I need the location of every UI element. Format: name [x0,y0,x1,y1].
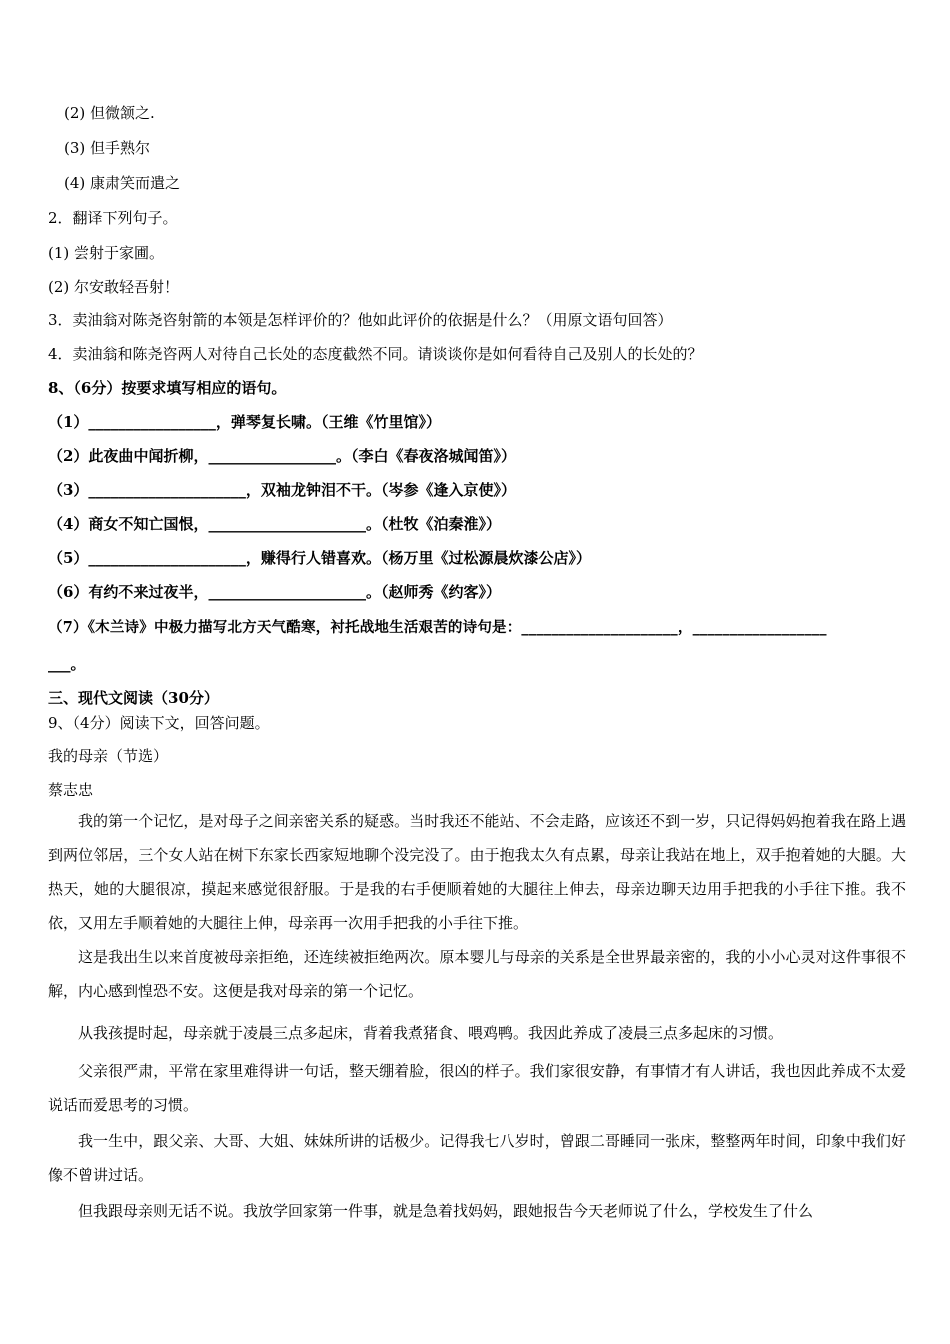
q7-sub4: 4．卖油翁和陈尧咨两人对待自己长处的态度截然不同。请谈谈你是如何看待自己及别人的长处的？ [48,345,703,363]
q7-sub2-heading: 2．翻译下列句子。 [48,209,178,227]
q8-heading: 8、（6分）按要求填写相应的语句。 [48,379,287,397]
q7-item-4: (4) 康肃笑而遣之 [64,174,181,192]
q8-line-1: （1）_________________，弹琴复长啸。（王维《竹里馆》） [48,413,441,431]
q7-item-3: (3) 但手熟尔 [64,139,151,157]
q8-line-2: （2）此夜曲中闻折柳，_________________。（李白《春夜洛城闻笛》） [48,447,516,465]
article-paragraph-4: 父亲很严肃，平常在家里难得讲一句话，整天绷着脸，很凶的样子。我们家很安静，有事情才有人讲话，我也因此养成不太爱说话而爱思考的习惯。 [48,1062,906,1114]
article-paragraph-3: 从我孩提时起，母亲就于凌晨三点多起床，背着我煮猪食、喂鸡鸭。我因此养成了凌晨三点多起床的习惯。 [78,1024,784,1042]
q7-sub2-sentence-2: (2) 尔安敢轻吾射！ [48,278,180,296]
article-title: 我的母亲（节选） [48,747,169,765]
q8-line-3: （3）_____________________，双袖龙钟泪不干。（岑参《逢入京使》） [48,481,516,499]
q8-line-4: （4）商女不知亡国恨，_____________________。（杜牧《泊秦淮》） [48,515,501,533]
article-paragraph-1: 我的第一个记忆，是对母子之间亲密关系的疑惑。当时我还不能站、不会走路，应该还不到一岁，只记得妈妈抱着我在路上遇到两位邻居，三个女人站在树下东家长西家短地聊个没完没了。由于抱我太久有点累，母亲让我站在地上，双手抱着她的大腿。大热天，她的大腿很凉，摸起来感觉很舒服。于是我的右手便顺着她的大腿往上伸去，母亲边聊天边用手把我的小手往下推。我不依，又用左手顺着她的大腿往上伸，母亲再一次用手把我的小手往下推。 [48,812,906,932]
section-3-heading: 三、现代文阅读（30分） [48,689,219,707]
q8-line-5: （5）_____________________，赚得行人错喜欢。（杨万里《过松源晨炊漆公店》） [48,549,591,567]
q8-line-7a: （7）《木兰诗》中极力描写北方天气酷寒，衬托战地生活艰苦的诗句是：_____________________，__________________ [48,619,827,636]
q8-line-7b: ___。 [48,655,86,673]
q8-line-6: （6）有约不来过夜半，_____________________。（赵师秀《约客》） [48,583,501,601]
q7-sub3: 3．卖油翁对陈尧咨射箭的本领是怎样评价的？他如此评价的依据是什么？（用原文语句回答） [48,311,673,329]
article-author: 蔡志忠 [48,781,94,799]
q9-heading: 9、（4分）阅读下文，回答问题。 [48,714,270,732]
article-paragraph-5: 我一生中，跟父亲、大哥、大姐、妹妹所讲的话极少。记得我七八岁时，曾跟二哥睡同一张床，整整两年时间，印象中我们好像不曾讲过话。 [48,1132,906,1184]
q7-sub2-sentence-1: (1) 尝射于家圃。 [48,244,165,262]
article-paragraph-2: 这是我出生以来首度被母亲拒绝，还连续被拒绝两次。原本婴儿与母亲的关系是全世界最亲密的，我的小小心灵对这件事很不解，内心感到惶恐不安。这便是我对母亲的第一个记忆。 [48,948,906,1000]
article-paragraph-6: 但我跟母亲则无话不说。我放学回家第一件事，就是急着找妈妈，跟她报告今天老师说了什么，学校发生了什么 [78,1202,814,1220]
q7-item-2: (2) 但微颔之. [64,104,155,122]
